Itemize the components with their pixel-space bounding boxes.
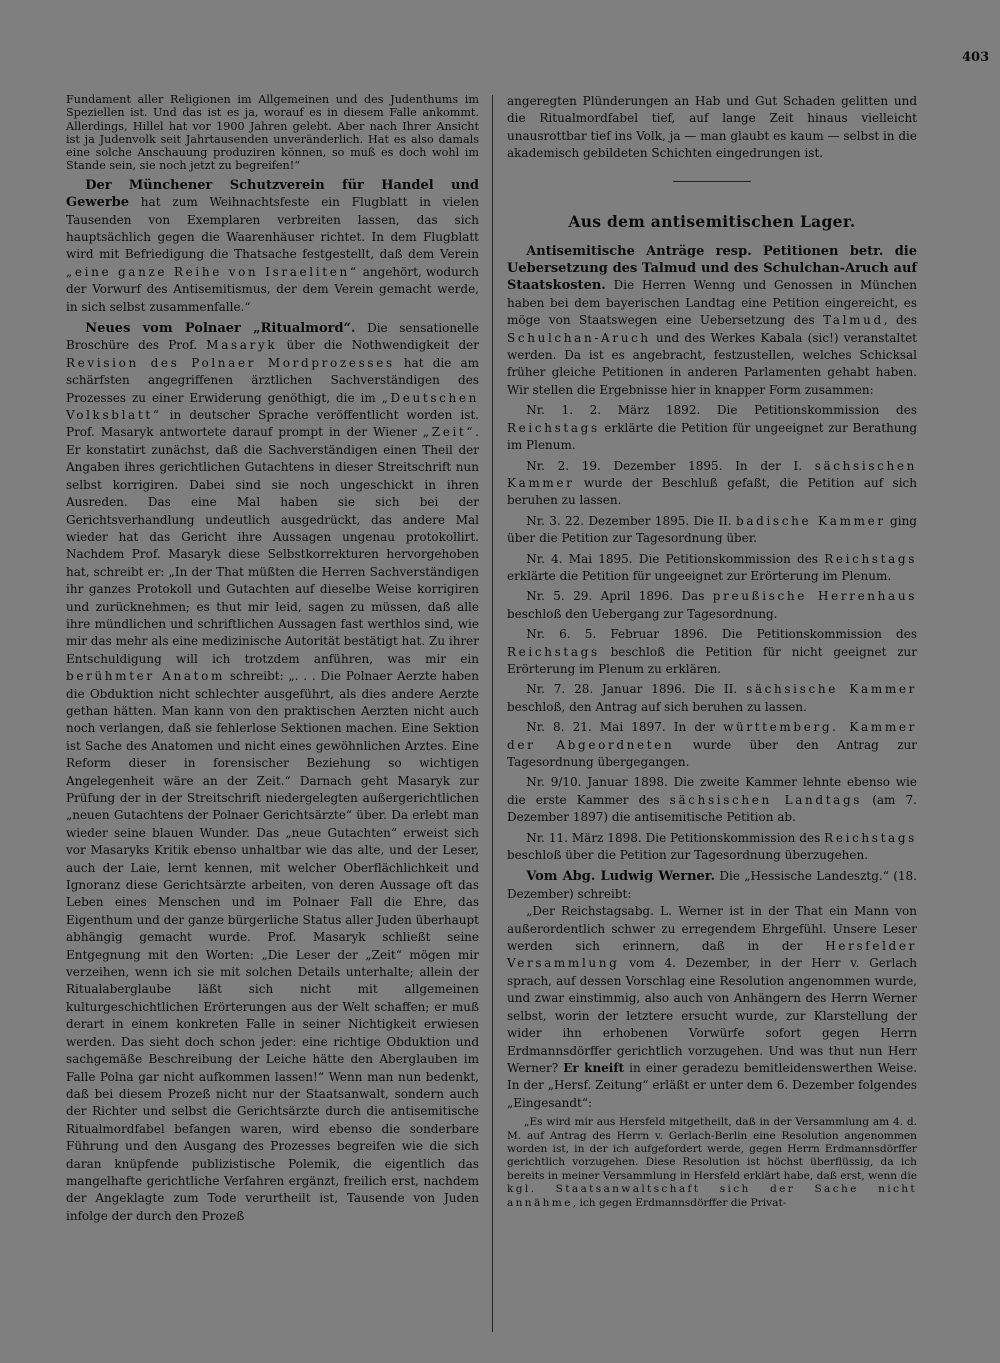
entry-number: Nr. 2.: [526, 458, 570, 473]
text-run: Die zweite Kammer lehnte ebenso wie die erste Kammer des: [507, 775, 917, 807]
werner-heading: Vom Abg. Ludwig Werner.: [526, 869, 715, 885]
text-run: über die Nothwendigkeit der: [277, 338, 479, 353]
entry-date: 21. Mai 1897.: [572, 720, 666, 735]
text-run: und des Werkes Kabala (sic!) veranstaltet werden. Da ist es angebracht, festzustellen, welches Schicksal früher gleiche Petitionen in anderen Parlamenten gehabt haben. Wir stellen die Ergebnisse hier in knapper Form zusammen:: [507, 330, 917, 397]
petition-entry: [507, 402, 917, 454]
spaced-text: württemberg. Kammer der Abgeordneten: [507, 720, 917, 752]
schutzverein-paragraph: [66, 177, 479, 316]
text-run: vom 4. Dezember, in der Herr v. Gerlach sprach, auf dessen Vorschlag eine Resolution angenommen wurde, und zwar einstimmig, also auch von Anhängern des Herrn Werner selbst, worin der letztere ersucht wurde, zur Klarstellung der wider ihn erhobenen Vorwürfe sofort gegen Herrn Erdmannsdörffer gerichtlich vorzugehen. Und was thut nun Herr Werner?: [507, 956, 917, 1075]
polna-heading: Neues vom Polnaer „Ritualmord“.: [85, 321, 356, 337]
entry-number: Nr. 6.: [526, 627, 571, 642]
entry-date: März 1898.: [571, 830, 642, 845]
entry-date: Mai 1895.: [568, 551, 633, 566]
spaced-text: Talmud: [823, 313, 884, 328]
text-run: Die Petitionskommission des: [721, 627, 917, 642]
spaced-text: badische Kammer: [736, 513, 886, 528]
text-run: In der: [673, 720, 724, 735]
spaced-text: Reichstags: [824, 830, 917, 845]
bold-text: Er kneift: [563, 1060, 625, 1075]
text-run: Die Herren Wenng und Genossen in München haben bei dem bayerischen Landtag eine Petition eingereicht, es möge von Staatswegen eine Uebersetzung des: [507, 278, 917, 328]
petition-entry: [507, 626, 917, 678]
entry-date: Januar 1898.: [587, 775, 668, 790]
petition-entry: [507, 513, 917, 548]
text-run: wurde der Beschluß gefaßt, die Petition auf sich beruhen zu lassen.: [507, 475, 917, 508]
spaced-text: Schulchan-Aruch: [507, 330, 651, 345]
entry-number: Nr. 9/10.: [526, 775, 582, 790]
petition-entry: [507, 681, 917, 716]
spaced-text: Reichstags: [507, 644, 600, 659]
spaced-text: Masaryk: [206, 338, 278, 353]
text-run: ging über die Petition zur Tagesordnung über.: [507, 513, 917, 546]
text-run: beschloß über die Petition zur Tagesordnung überzugehen.: [507, 848, 869, 863]
petition-entry: [507, 830, 917, 865]
section-title: Aus dem antisemitischen Lager.: [568, 211, 856, 231]
eingesandt-quote: [507, 1116, 917, 1210]
spaced-text: Hersfelder Versammlung: [507, 939, 917, 971]
text-run: (am 7. Dezember 1897) die antisemitische Petition ab.: [507, 792, 917, 825]
petition-list: [507, 402, 917, 864]
petition-entry: [507, 774, 917, 826]
text-run: In der I.: [735, 458, 815, 473]
text-run: „Der Reichstagsabg. L. Werner ist in der That ein Mann von außerordentlich schwer zu erregendem Ehrgefühl. Unsere Leser werden sich erinnern, daß in der: [507, 904, 917, 954]
entry-number: Nr. 5.: [526, 589, 565, 604]
spaced-text: berühmter Anatom: [66, 669, 226, 684]
continuation-paragraph: angeregten Plünderungen an Hab und Gut Schaden gelitten und die Ritualmordfabel tief, auf lange Zeit hinaus vielleicht unausrottbar tief ins Volk, ja — man glaubt es kaum — selbst in die akademisch gebildeten Schichten eingedrungen ist.: [507, 94, 917, 161]
entry-date: 22. Dezember 1895.: [565, 513, 690, 528]
werner-paragraph: [507, 868, 917, 903]
spaced-text: „Deutschen Volksblatt“: [66, 390, 479, 423]
spaced-text: Revision des Polnaer Mordprozesses: [66, 355, 395, 370]
petitions-paragraph: [507, 243, 917, 400]
text-run: erklärte die Petition für ungeeignet zur Erörterung im Plenum.: [507, 568, 892, 583]
page-number: 403: [962, 50, 990, 65]
text-run: Die „Hessische Landesztg.“ (18. Dezember) schreibt:: [507, 869, 917, 901]
text-run: beschloß, den Antrag auf sich beruhen zu lassen.: [507, 699, 807, 714]
text-run: Die Petitionskommission des: [638, 551, 825, 566]
spaced-text: sächsischen Kammer: [507, 458, 917, 490]
text-run: Die II.: [694, 682, 747, 697]
petition-entry: [507, 719, 917, 771]
text-run: , des: [883, 313, 917, 328]
text-run: beschloß die Petition für nicht geeignet zur Erörterung im Plenum zu erklären.: [507, 644, 917, 676]
spaced-text: Reichstags: [824, 551, 917, 566]
spaced-text: sächsischen Landtags: [669, 792, 863, 807]
text-run: beschloß den Uebergang zur Tagesordnung.: [507, 606, 778, 621]
text-run: . Er konstatirt zunächst, daß die Sachverständigen einen Theil der Angaben ihres gerichtlichen Gutachtens in dieser Streitschrift nun selbst korrigiren. Dabei sind sie noch ungeschickt in ihren Ausreden. Das eine Mal haben sie sich bei der Gerichtsverhandlung undeutlich ausgedrückt, das andere Mal wieder hat das Gericht ihre Aussagen ungenau protokollirt. Nachdem Prof. Masaryk diese Selbstkorrekturen hervorgehoben hat, schreibt er: „In der That müßten die Herren Sachverständigen ihr ganzes Protokoll und Gutachten auf dieselbe Weise korrigiren und zurücknehmen; es thut mir leid, sagen zu müssen, daß alle ihre mündlichen und schriftlichen Aussagen fast werthlos sind, wie mir das mehr als eine medizinische Autorität bestätigt hat. Zu ihrer Entschuldigung will ich trotzdem anführen, was mir ein: [66, 425, 480, 666]
text-run: Das: [681, 589, 713, 604]
text-run: hat zum Weihnachtsfeste ein Flugblatt in vielen Tausenden von Exemplaren verbreiten lassen, das sich hauptsächlich gegen die Waarenhäuser richtet. In dem Flugblatt wird mit Befriedigung die Thatsache festgestellt, daß dem Verein: [66, 195, 479, 262]
petition-entry: [507, 458, 917, 510]
text-run: „Es wird mir aus Hersfeld mitgetheilt, daß in der Versammlung am 4. d. M. auf Antrag des Herrn v. Gerlach-Berlin eine Resolution angenommen worden ist, in der ich aufgefordert werde, gegen Herrn Erdmannsdörffer gerichtlich vorzugehen. Diese Resolution ist höchst überflüssig, da ich bereits in meiner Versammlung in Hersfeld erklärt habe, daß erst, wenn die: [507, 1116, 917, 1182]
entry-number: Nr. 3.: [526, 513, 561, 528]
spaced-text: preußische Herrenhaus: [712, 589, 918, 604]
spaced-text: sächsische Kammer: [746, 682, 917, 697]
left-column: [66, 93, 479, 1225]
text-run: Die sensationelle Broschüre des Prof.: [66, 321, 479, 353]
text-run: Die Petitionskommission des: [716, 403, 917, 418]
text-run: erklärte die Petition für ungeeignet zur Berathung im Plenum.: [507, 420, 917, 453]
entry-date: 2. März 1892.: [589, 403, 701, 418]
petition-entry: [507, 551, 917, 586]
column-rule: [492, 95, 493, 1332]
spaced-text: „eine ganze Reihe von Israeliten“: [66, 264, 359, 279]
entry-number: Nr. 8.: [526, 720, 565, 735]
entry-number: Nr. 4.: [526, 551, 563, 566]
section-divider: [673, 181, 751, 182]
werner-quote: [507, 903, 917, 1112]
entry-date: 5. Februar 1896.: [584, 627, 708, 642]
entry-date: 29. April 1896.: [573, 589, 674, 604]
intro-paragraph: Fundament aller Religionen im Allgemeinen und des Judenthums im Speziellen ist. Und das ist es ja, worauf es in diesem Falle ankommt. Allerdings, Hillel hat vor 1900 Jahren gelebt. Aber nach Ihrer Ansicht ist ja Judenvolk seit Jahrtausenden unveränderlich. Hat es also damals eine solche Anschauung produziren können, so muß es doch wohl im Stande sein, sie noch jetzt zu begreifen!“: [66, 93, 479, 173]
text-run: Die II.: [693, 513, 737, 528]
spaced-text: „Zeit“: [422, 425, 476, 440]
entry-date: 19. Dezember 1895.: [581, 458, 723, 473]
text-run: , ich gegen Erdmannsdörffer die Privat-: [572, 1196, 787, 1209]
text-run: in einer geradezu bemitleidenswerthen Weise. In der „Hersf. Zeitung“ erläßt er unter dem 6. Dezember folgendes „Eingesandt“:: [507, 1060, 918, 1110]
right-column: [507, 93, 917, 1210]
text-run: schreibt: „. . . Die Polnaer Aerzte haben die Obduktion nicht schlechter ausgeführt, als dies andere Aerzte gethan hätten. Man kann von den praktischen Aerzten nicht auch noch verlangen, daß sie fehlerlose Sektionen machen. Eine Sektion ist Sache des Anatomen und nicht eines gewöhnlichen Arztes. Eine Reform dieser in forensischer Beziehung so wichtigen Angelegenheit wäre an der Zeit.“ Darnach geht Masaryk zur Prüfung der in der Streitschrift niedergelegten außergerichtlichen „neuen Gutachtens der Polnaer Gerichtsärzte“ über. Da erlebt man wieder seine blauen Wunder. Das „neue Gutachten“ erweist sich vor Masaryks Kritik ebenso unhaltbar wie das alte, und der Leser, auch der Laie, lernt kennen, mit welcher Oberflächlichkeit und Ignoranz diese Gerichtsärzte arbeiten, von deren Aussage oft das Leben eines Menschen und im Polnaer Fall die Ehre, das Eigenthum und der ganze bürgerliche Status aller Juden überhaupt abhängig gemacht wurde. Prof. Masaryk schließt seine Entgegnung mit den Worten: „Die Leser der „Zeit“ mögen mir verzeihen, wenn ich sie mit solchen Details unterhalte; allein der Ritualaberglaube läßt sich nicht mit allgemeinen kulturgeschichtlichen Erörterungen aus der Welt schaffen; er muß derart in einem konkreten Falle in seiner Nichtigkeit erwiesen werden. Das sieht doch schon jeder: eine richtige Obduktion und sachgemäße Beschreibung der Leiche hätte den Aberglauben im Falle Polna gar nicht aufkommen lassen!“ Wenn man nun bedenkt, daß bei diesem Prozeß nicht nur der Staatsanwalt, sondern auch der Richter und selbst die Gerichtsärzte durch die antisemitische Ritualmordfabel befangen waren, wird ebenso die sonderbare Führung und den Ausgang des Prozesses begreifen wie die sich daran knüpfende publizistische Polemik, die eigentlich das mangelhafte gerichtliche Verfahren ergänzt, freilich erst, nachdem der Angeklagte zum Tode verurtheilt ist, Tausende von Juden infolge der durch den Prozeß: [66, 669, 479, 1223]
entry-date: 28. Januar 1896.: [574, 682, 686, 697]
text-run: Die Petitionskommission des: [645, 830, 825, 845]
spaced-text: kgl. Staatsanwaltschaft sich der Sache nicht annähme: [507, 1183, 917, 1209]
text-run: wurde über den Antrag zur Tagesordnung übergegangen.: [507, 737, 917, 769]
petition-entry: [507, 588, 917, 623]
text-run: hat die am schärfsten angegriffenen ärztlichen Sachverständigen des Prozesses zu einer Erwiderung genöthigt, die im: [66, 355, 479, 405]
text-run: in deutscher Sprache veröffentlicht worden ist. Prof. Masaryk antwortete darauf prompt in der Wiener: [66, 408, 479, 440]
petitions-heading: Antisemitische Anträge resp. Petitionen betr. die Uebersetzung des Talmud und des Schulchan-Aruch auf Staatskosten.: [507, 243, 917, 294]
text-run: angehört, wodurch der Vorwurf des Antisemitismus, der dem Verein gemacht werde, in sich selbst zusammenfalle.“: [66, 264, 479, 314]
entry-number: Nr. 11.: [526, 830, 568, 845]
spaced-text: Reichstags: [507, 420, 600, 435]
schutzverein-heading: Der Münchener Schutzverein für Handel und Gewerbe: [66, 177, 479, 211]
entry-number: Nr. 7.: [526, 682, 566, 697]
polna-paragraph: [66, 320, 479, 1225]
entry-number: Nr. 1.: [526, 403, 574, 418]
